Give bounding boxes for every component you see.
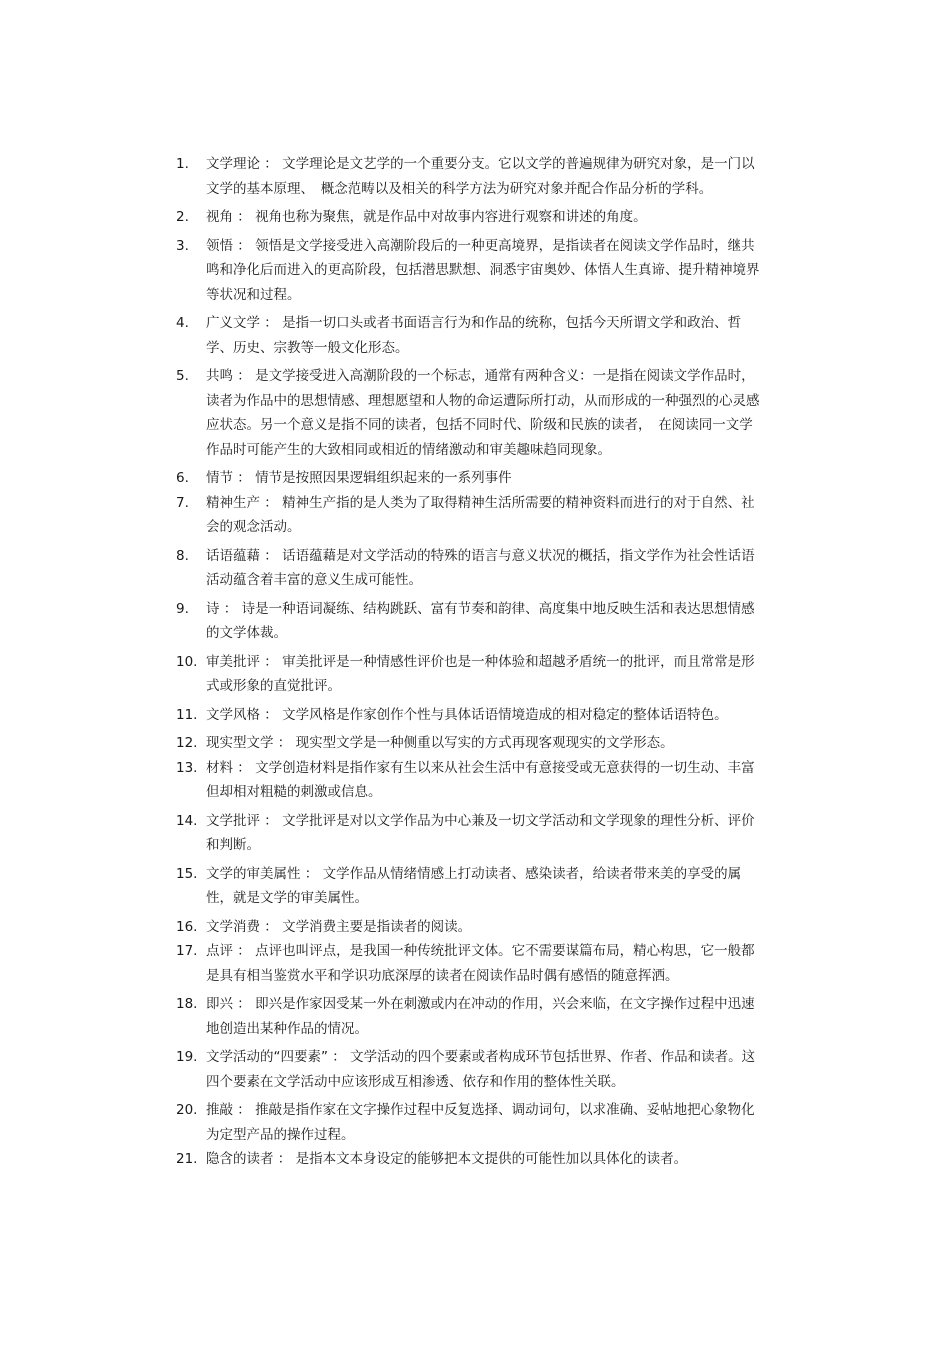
term-number: 17. xyxy=(176,943,198,959)
term-item xyxy=(176,1147,766,1172)
term-number: 1. xyxy=(176,156,189,172)
term-number: 19. xyxy=(176,1049,198,1065)
term-definition: 共鸣 ： 是文学接受进入高潮阶段的一个标志，通常有两种含义：一是指在阅读文学作品时，读者为作品中的思想情感、理想愿望和人物的命运遭际所打动，从而形成的一种强烈的心灵感应状态。另一个意义是指不同的读者，包括不同时代、阶级和民族的读者， 在阅读同一文学作品时可能产生的大致相同或相近的情绪激动和审美趣味趋同现象。 xyxy=(206,368,760,458)
term-definition: 文学活动的“四要素” ： 文学活动的四个要素或者构成环节包括世界、作者、作品和读者。这四个要素在文学活动中应该形成互相渗透、依存和作用的整体性关联。 xyxy=(206,1049,756,1090)
term-definition: 诗 ： 诗是一种语词凝练、结构跳跃、富有节奏和韵律、高度集中地反映生活和表达思想情感的文学体裁。 xyxy=(206,600,755,641)
term-number: 10. xyxy=(176,653,198,670)
term-definition: 视角 ： 视角也称为聚焦，就是作品中对故事内容进行观察和讲述的角度。 xyxy=(206,209,647,225)
term-item xyxy=(176,466,766,491)
term-item xyxy=(176,650,766,699)
term-item xyxy=(176,205,766,230)
term-number: 6. xyxy=(176,470,189,486)
term-definition: 现实型文学 ： 现实型文学是一种侧重以写实的方式再现客观现实的文学形态。 xyxy=(206,735,674,751)
term-number: 3. xyxy=(176,237,189,254)
term-number: 11. xyxy=(176,706,198,723)
term-definition: 情节 ： 情节是按照因果逻辑组织起来的一系列事件 xyxy=(206,470,512,486)
term-definition: 文学风格 ： 文学风格是作家创作个性与具体话语情境造成的相对稳定的整体话语特色。 xyxy=(206,706,728,723)
term-definition: 话语蕴藉 ： 话语蕴藉是对文学活动的特殊的语言与意义状况的概括，指文学作为社会性话语活动蕴含着丰富的意义生成可能性。 xyxy=(206,547,755,588)
term-number: 2. xyxy=(176,209,189,225)
term-definition: 文学消费 ： 文学消费主要是指读者的阅读。 xyxy=(206,918,472,935)
term-definition: 领悟 ： 领悟是文学接受进入高潮阶段后的一种更高境界，是指读者在阅读文学作品时，继共鸣和净化后而进入的更高阶段，包括潜思默想、洞悉宇宙奥妙、体悟人生真谛、提升精神境界等状况和过程。 xyxy=(206,237,760,303)
term-number: 8. xyxy=(176,547,189,564)
term-definition: 隐含的读者 ： 是指本文本身设定的能够把本文提供的可能性加以具体化的读者。 xyxy=(206,1151,688,1167)
term-number: 9. xyxy=(176,600,189,617)
term-item xyxy=(176,152,766,201)
term-item xyxy=(176,491,766,540)
term-number: 5. xyxy=(176,368,189,384)
term-number: 21. xyxy=(176,1151,198,1167)
term-number: 12. xyxy=(176,735,198,751)
term-number: 14. xyxy=(176,812,198,829)
term-item xyxy=(176,915,766,940)
term-definition: 点评 ： 点评也叫评点，是我国一种传统批评文体。它不需要谋篇布局，精心构思，它一般都是具有相当鉴赏水平和学识功底深厚的读者在阅读作品时偶有感悟的随意挥洒。 xyxy=(206,943,755,984)
term-item xyxy=(176,364,766,462)
term-definition: 广义文学 ： 是指一切口头或者书面语言行为和作品的统称，包括今天所谓文学和政治、哲学、历史、宗教等一般文化形态。 xyxy=(206,315,742,356)
term-definition-list xyxy=(176,152,766,1172)
term-item xyxy=(176,311,766,360)
term-item xyxy=(176,544,766,593)
term-number: 15. xyxy=(176,865,198,882)
term-definition: 精神生产 ： 精神生产指的是人类为了取得精神生活所需要的精神资料而进行的对于自然、社会的观念活动。 xyxy=(206,494,755,535)
term-item xyxy=(176,597,766,646)
term-item xyxy=(176,703,766,728)
term-definition: 材料 ： 文学创造材料是指作家有生以来从社会生活中有意接受或无意获得的一切生动、丰富但却相对粗糙的刺激或信息。 xyxy=(206,759,755,800)
term-item xyxy=(176,731,766,756)
term-definition: 审美批评 ： 审美批评是一种情感性评价也是一种体验和超越矛盾统一的批评，而且常常是形式或形象的直觉批评。 xyxy=(206,653,755,694)
term-definition: 推敲 ： 推敲是指作家在文字操作过程中反复选择、调动词句，以求准确、妥帖地把心象物化为定型产品的操作过程。 xyxy=(206,1102,755,1143)
term-number: 16. xyxy=(176,918,198,935)
term-number: 20. xyxy=(176,1102,198,1118)
term-item xyxy=(176,939,766,988)
term-definition: 文学理论 ： 文学理论是文艺学的一个重要分支。它以文学的普遍规律为研究对象，是一门以文学的基本原理、 概念范畴以及相关的科学方法为研究对象并配合作品分析的学科。 xyxy=(206,156,755,197)
term-item xyxy=(176,809,766,858)
term-number: 4. xyxy=(176,315,189,331)
term-number: 13. xyxy=(176,759,198,776)
term-definition: 即兴 ： 即兴是作家因受某一外在刺激或内在冲动的作用，兴会来临，在文字操作过程中迅速地创造出某种作品的情况。 xyxy=(206,996,755,1037)
term-item xyxy=(176,756,766,805)
term-item xyxy=(176,992,766,1041)
term-number: 7. xyxy=(176,494,189,511)
term-item xyxy=(176,1098,766,1147)
term-item xyxy=(176,1045,766,1094)
term-number: 18. xyxy=(176,996,198,1012)
term-definition: 文学的审美属性 ： 文学作品从情绪情感上打动读者、感染读者，给读者带来美的享受的属性，就是文学的审美属性。 xyxy=(206,865,742,906)
term-definition: 文学批评 ： 文学批评是对以文学作品为中心兼及一切文学活动和文学现象的理性分析、评价和判断。 xyxy=(206,812,755,853)
term-item xyxy=(176,862,766,911)
term-item xyxy=(176,234,766,308)
